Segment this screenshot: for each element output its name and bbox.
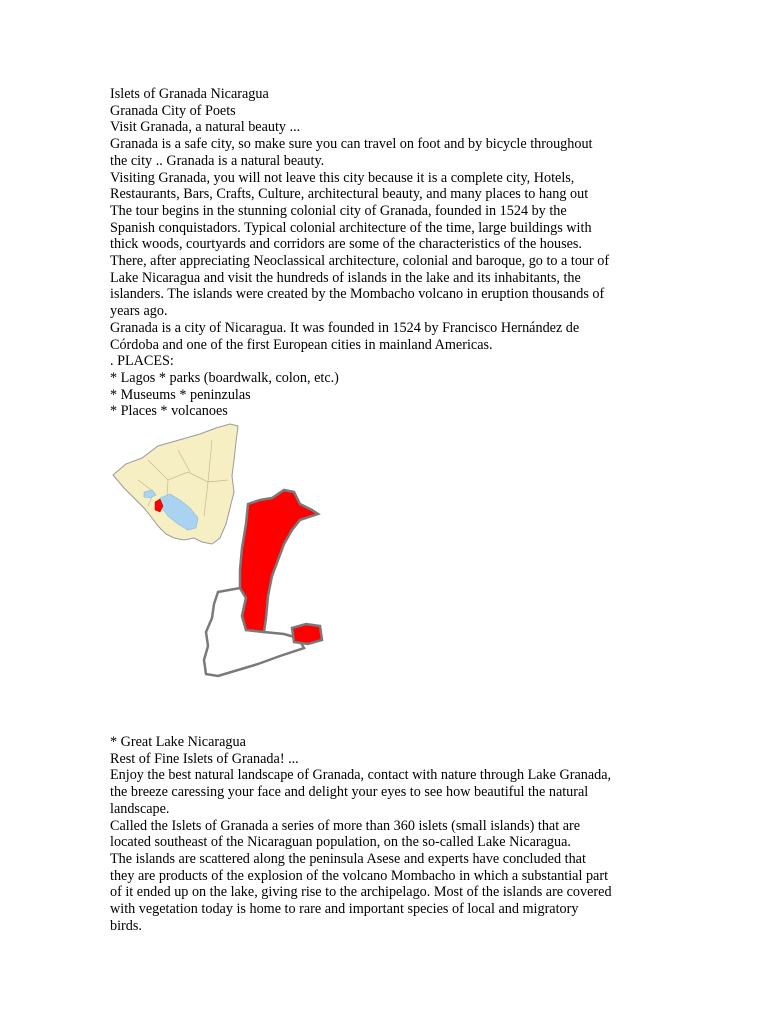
places-list-item: * Places * volcanoes [110,403,228,420]
map-figure [108,420,338,685]
text-line: they are products of the explosion of the volcano Mombacho in which a substantial part [110,867,609,884]
text-line: Restaurants, Bars, Crafts, Culture, architectural beauty, and many places to hang out [110,186,589,203]
text-line: with vegetation today is home to rare and important species of local and migratory [110,901,579,918]
subtitle: Granada City of Poets [110,102,236,119]
text-line: Granada is a city of Nicaragua. It was founded in 1524 by Francisco Hernández de [110,319,580,336]
text-line: Granada is a safe city, so make sure you can travel on foot and by bicycle throughout [110,136,593,153]
text-line: of it ended up on the lake, giving rise to the archipelago. Most of the islands are covered [110,884,612,901]
text-line: Lake Nicaragua and visit the hundreds of islands in the lake and its inhabitants, the [110,269,581,286]
text-line: islanders. The islands were created by the Mombacho volcano in eruption thousands of [110,286,605,303]
section-heading: Rest of Fine Islets of Granada! ... [110,750,299,767]
document-title: Islets of Granada Nicaragua [110,86,269,102]
intro-line: Visit Granada, a natural beauty ... [110,119,301,136]
text-line: the city .. Granada is a natural beauty. [110,152,325,169]
map-graphic [108,420,338,685]
places-list-item: * Museums * peninzulas [110,386,251,403]
text-line: birds. [110,917,142,934]
article-top-text [110,86,660,420]
places-list-item: * Great Lake Nicaragua [110,734,246,750]
text-line: The islands are scattered along the peninsula Asese and experts have concluded that [110,850,586,867]
small-island-red [292,624,322,644]
text-line: located southeast of the Nicaraguan population, on the so-called Lake Nicaragua. [110,834,571,851]
text-line: Spanish conquistadors. Typical colonial architecture of the time, large buildings with [110,219,592,236]
places-list-item: * Lagos * parks (boardwalk, colon, etc.) [110,369,339,386]
text-line: Called the Islets of Granada a series of more than 360 islets (small islands) that are [110,817,581,834]
text-line: thick woods, courtyards and corridors are some of the characteristics of the houses. [110,236,582,253]
text-line: Visiting Granada, you will not leave this city because it is a complete city, Hotels, [110,169,575,186]
text-line: the breeze caressing your face and delight your eyes to see how beautiful the natural [110,784,589,801]
text-line: years ago. [110,303,168,320]
article-bottom-text [110,734,660,934]
text-line: Enjoy the best natural landscape of Granada, contact with nature through Lake Granada, [110,767,612,784]
text-line: There, after appreciating Neoclassical architecture, colonial and baroque, go to a tour of [110,253,610,270]
overview-map [113,424,238,544]
text-line: Córdoba and one of the first European cities in mainland Americas. [110,336,493,353]
granada-municipality-red [240,490,318,632]
places-heading: . PLACES: [110,353,174,370]
country-outline [113,424,238,544]
text-line: landscape. [110,800,170,817]
text-line: The tour begins in the stunning colonial city of Granada, founded in 1524 by the [110,202,567,219]
